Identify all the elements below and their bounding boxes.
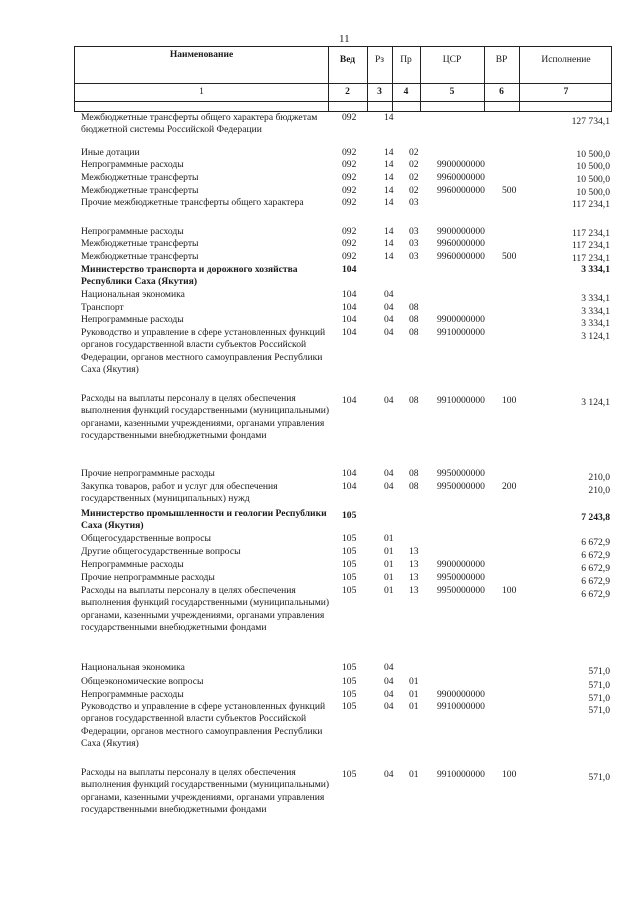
row-pr: 08 bbox=[409, 327, 419, 338]
row-ved: 104 bbox=[342, 302, 357, 313]
row-ved: 092 bbox=[342, 172, 357, 183]
row-pr: 13 bbox=[409, 546, 419, 557]
row-value: 3 334,1 bbox=[581, 264, 610, 275]
row-value: 3 334,1 bbox=[581, 306, 610, 317]
row-rz: 14 bbox=[384, 238, 394, 249]
row-rz: 04 bbox=[384, 468, 394, 479]
page-number: 11 bbox=[339, 33, 350, 45]
row-value: 6 672,9 bbox=[581, 537, 610, 548]
row-name: Непрограммные расходы bbox=[81, 314, 184, 325]
row-csr: 9900000000 bbox=[437, 314, 485, 325]
row-rz: 04 bbox=[384, 395, 394, 406]
row-name: Прочие непрограммные расходы bbox=[81, 572, 215, 583]
row-csr: 9910000000 bbox=[437, 395, 485, 406]
row-ved: 105 bbox=[342, 585, 357, 596]
row-name: Национальная экономика bbox=[81, 289, 185, 300]
row-value: 6 672,9 bbox=[581, 550, 610, 561]
row-value: 3 334,1 bbox=[581, 318, 610, 329]
row-value: 3 124,1 bbox=[581, 397, 610, 408]
row-pr: 01 bbox=[409, 689, 419, 700]
row-pr: 03 bbox=[409, 197, 419, 208]
row-ved: 105 bbox=[342, 701, 357, 712]
row-name: Непрограммные расходы bbox=[81, 226, 184, 237]
row-vr: 100 bbox=[502, 395, 517, 406]
header-exec: Исполнение bbox=[541, 55, 591, 65]
row-pr: 08 bbox=[409, 468, 419, 479]
row-csr: 9960000000 bbox=[437, 172, 485, 183]
row-pr: 01 bbox=[409, 701, 419, 712]
row-value: 117 234,1 bbox=[571, 199, 610, 210]
row-name: Непрограммные расходы bbox=[81, 689, 184, 700]
header-num-7: 7 bbox=[563, 87, 569, 97]
row-value: 6 672,9 bbox=[581, 589, 610, 600]
row-ved: 105 bbox=[342, 769, 357, 780]
row-value: 117 234,1 bbox=[571, 253, 610, 264]
row-rz: 04 bbox=[384, 676, 394, 687]
row-ved: 105 bbox=[342, 510, 357, 521]
header-num-1: 1 bbox=[199, 87, 204, 97]
row-name: Межбюджетные трансферты bbox=[81, 238, 199, 249]
row-value: 571,0 bbox=[588, 680, 610, 691]
row-rz: 04 bbox=[384, 701, 394, 712]
row-ved: 104 bbox=[342, 327, 357, 338]
row-ved: 105 bbox=[342, 572, 357, 583]
row-name: Расходы на выплаты персоналу в целях обеспечения выполнения функций государственными (муниципальными) органами, казенными учреждениями, органами управления государственными внебюджетными фондами bbox=[81, 767, 330, 816]
row-csr: 9960000000 bbox=[437, 185, 485, 196]
row-ved: 105 bbox=[342, 689, 357, 700]
header-num-6: 6 bbox=[499, 87, 504, 97]
row-name: Межбюджетные трансферты bbox=[81, 172, 199, 183]
row-csr: 9900000000 bbox=[437, 559, 485, 570]
row-csr: 9950000000 bbox=[437, 468, 485, 479]
row-value: 6 672,9 bbox=[581, 576, 610, 587]
row-value: 6 672,9 bbox=[581, 563, 610, 574]
row-value: 117 234,1 bbox=[571, 240, 610, 251]
row-value: 10 500,0 bbox=[576, 174, 610, 185]
row-rz: 01 bbox=[384, 546, 394, 557]
row-ved: 104 bbox=[342, 468, 357, 479]
row-csr: 9910000000 bbox=[437, 769, 485, 780]
row-rz: 14 bbox=[384, 147, 394, 158]
table-header bbox=[74, 46, 612, 112]
row-pr: 01 bbox=[409, 676, 419, 687]
row-pr: 13 bbox=[409, 559, 419, 570]
row-ved: 092 bbox=[342, 197, 357, 208]
row-pr: 08 bbox=[409, 314, 419, 325]
row-name: Министерство промышленности и геологии Республики Саха (Якутия) bbox=[81, 508, 327, 532]
row-csr: 9950000000 bbox=[437, 481, 485, 492]
row-pr: 08 bbox=[409, 302, 419, 313]
header-num-2: 2 bbox=[345, 87, 350, 97]
row-ved: 105 bbox=[342, 662, 357, 673]
header-num-4: 4 bbox=[403, 87, 409, 97]
row-csr: 9900000000 bbox=[437, 689, 485, 700]
row-pr: 08 bbox=[409, 395, 419, 406]
row-rz: 04 bbox=[384, 314, 394, 325]
row-name: Другие общегосударственные вопросы bbox=[81, 546, 241, 557]
row-name: Общегосударственные вопросы bbox=[81, 533, 211, 544]
row-name: Руководство и управление в сфере установленных функций органов государственной власти субъектов Российской Федерации, органов местного самоуправления Республики Саха (Якутия) bbox=[81, 701, 326, 750]
row-value: 210,0 bbox=[588, 472, 610, 483]
row-pr: 01 bbox=[409, 769, 419, 780]
row-value: 571,0 bbox=[588, 666, 610, 677]
row-name: Руководство и управление в сфере установленных функций органов государственной власти субъектов Российской Федерации, органов местного самоуправления Республики Саха (Якутия) bbox=[81, 327, 326, 376]
row-csr: 9960000000 bbox=[437, 238, 485, 249]
row-csr: 9910000000 bbox=[437, 327, 485, 338]
header-pr: Пр bbox=[400, 55, 412, 65]
row-pr: 13 bbox=[409, 585, 419, 596]
row-vr: 100 bbox=[502, 585, 517, 596]
row-name: Транспорт bbox=[81, 302, 124, 313]
row-rz: 04 bbox=[384, 662, 394, 673]
row-pr: 02 bbox=[409, 159, 419, 170]
row-name: Расходы на выплаты персоналу в целях обеспечения выполнения функций государственными (муниципальными) органами, казенными учреждениями, органами управления государственными внебюджетными фондами bbox=[81, 393, 330, 442]
header-ved: Вед bbox=[339, 55, 356, 65]
row-value: 3 334,1 bbox=[581, 293, 610, 304]
row-name: Непрограммные расходы bbox=[81, 559, 184, 570]
row-value: 10 500,0 bbox=[576, 161, 610, 172]
row-ved: 104 bbox=[342, 481, 357, 492]
row-value: 7 243,8 bbox=[581, 512, 610, 523]
row-name: Межбюджетные трансферты общего характера бюджетам бюджетной системы Российской Федерации bbox=[81, 112, 318, 136]
row-name: Непрограммные расходы bbox=[81, 159, 184, 170]
row-value: 3 124,1 bbox=[581, 331, 610, 342]
row-ved: 092 bbox=[342, 251, 357, 262]
row-name: Национальная экономика bbox=[81, 662, 185, 673]
row-rz: 14 bbox=[384, 251, 394, 262]
row-value: 571,0 bbox=[588, 693, 610, 704]
row-ved: 105 bbox=[342, 533, 357, 544]
row-ved: 104 bbox=[342, 395, 357, 406]
row-ved: 104 bbox=[342, 289, 357, 300]
row-vr: 500 bbox=[502, 185, 517, 196]
row-rz: 01 bbox=[384, 572, 394, 583]
row-vr: 100 bbox=[502, 769, 517, 780]
row-name: Прочие межбюджетные трансферты общего характера bbox=[81, 197, 304, 208]
row-name: Общеэкономические вопросы bbox=[81, 676, 204, 687]
row-rz: 14 bbox=[384, 159, 394, 170]
row-pr: 02 bbox=[409, 172, 419, 183]
row-name: Межбюджетные трансферты bbox=[81, 185, 199, 196]
header-vr: ВР bbox=[495, 55, 508, 65]
row-value: 571,0 bbox=[588, 705, 610, 716]
row-csr: 9950000000 bbox=[437, 572, 485, 583]
row-csr: 9960000000 bbox=[437, 251, 485, 262]
row-rz: 14 bbox=[384, 226, 394, 237]
row-ved: 092 bbox=[342, 159, 357, 170]
row-rz: 14 bbox=[384, 185, 394, 196]
row-ved: 092 bbox=[342, 112, 357, 123]
row-csr: 9900000000 bbox=[437, 226, 485, 237]
row-name: Министерство транспорта и дорожного хозяйства Республики Саха (Якутия) bbox=[81, 264, 298, 288]
row-rz: 04 bbox=[384, 481, 394, 492]
row-pr: 02 bbox=[409, 147, 419, 158]
row-value: 10 500,0 bbox=[576, 187, 610, 198]
row-rz: 01 bbox=[384, 533, 394, 544]
row-pr: 02 bbox=[409, 185, 419, 196]
row-rz: 04 bbox=[384, 689, 394, 700]
row-name: Расходы на выплаты персоналу в целях обеспечения выполнения функций государственными (муниципальными) органами, казенными учреждениями, органами управления государственными внебюджетными фондами bbox=[81, 585, 330, 634]
row-rz: 04 bbox=[384, 769, 394, 780]
row-rz: 01 bbox=[384, 585, 394, 596]
row-name: Закупка товаров, работ и услуг для обеспечения государственных (муниципальных) нужд bbox=[81, 481, 278, 505]
row-rz: 14 bbox=[384, 197, 394, 208]
row-ved: 105 bbox=[342, 676, 357, 687]
row-rz: 04 bbox=[384, 289, 394, 300]
header-name: Наименование bbox=[169, 50, 234, 60]
row-ved: 105 bbox=[342, 546, 357, 557]
row-rz: 04 bbox=[384, 327, 394, 338]
row-ved: 105 bbox=[342, 559, 357, 570]
row-csr: 9950000000 bbox=[437, 585, 485, 596]
row-pr: 03 bbox=[409, 226, 419, 237]
row-vr: 200 bbox=[502, 481, 517, 492]
header-num-5: 5 bbox=[449, 87, 455, 97]
header-csr: ЦСР bbox=[442, 55, 462, 65]
row-rz: 14 bbox=[384, 172, 394, 183]
row-value: 210,0 bbox=[588, 485, 610, 496]
row-name: Межбюджетные трансферты bbox=[81, 251, 199, 262]
row-pr: 13 bbox=[409, 572, 419, 583]
row-rz: 04 bbox=[384, 302, 394, 313]
row-rz: 14 bbox=[384, 112, 394, 123]
row-ved: 092 bbox=[342, 238, 357, 249]
row-value: 127 734,1 bbox=[571, 116, 610, 127]
row-ved: 092 bbox=[342, 226, 357, 237]
header-rz: Рз bbox=[374, 55, 385, 65]
row-pr: 03 bbox=[409, 238, 419, 249]
row-value: 571,0 bbox=[588, 772, 610, 783]
row-ved: 092 bbox=[342, 147, 357, 158]
row-name: Прочие непрограммные расходы bbox=[81, 468, 215, 479]
row-csr: 9910000000 bbox=[437, 701, 485, 712]
row-value: 10 500,0 bbox=[576, 149, 610, 160]
row-pr: 03 bbox=[409, 251, 419, 262]
row-ved: 104 bbox=[342, 264, 357, 275]
row-csr: 9900000000 bbox=[437, 159, 485, 170]
row-pr: 08 bbox=[409, 481, 419, 492]
row-vr: 500 bbox=[502, 251, 517, 262]
row-rz: 01 bbox=[384, 559, 394, 570]
header-num-3: 3 bbox=[377, 87, 382, 97]
row-ved: 092 bbox=[342, 185, 357, 196]
row-name: Иные дотации bbox=[81, 147, 140, 158]
row-ved: 104 bbox=[342, 314, 357, 325]
row-value: 117 234,1 bbox=[571, 228, 610, 239]
